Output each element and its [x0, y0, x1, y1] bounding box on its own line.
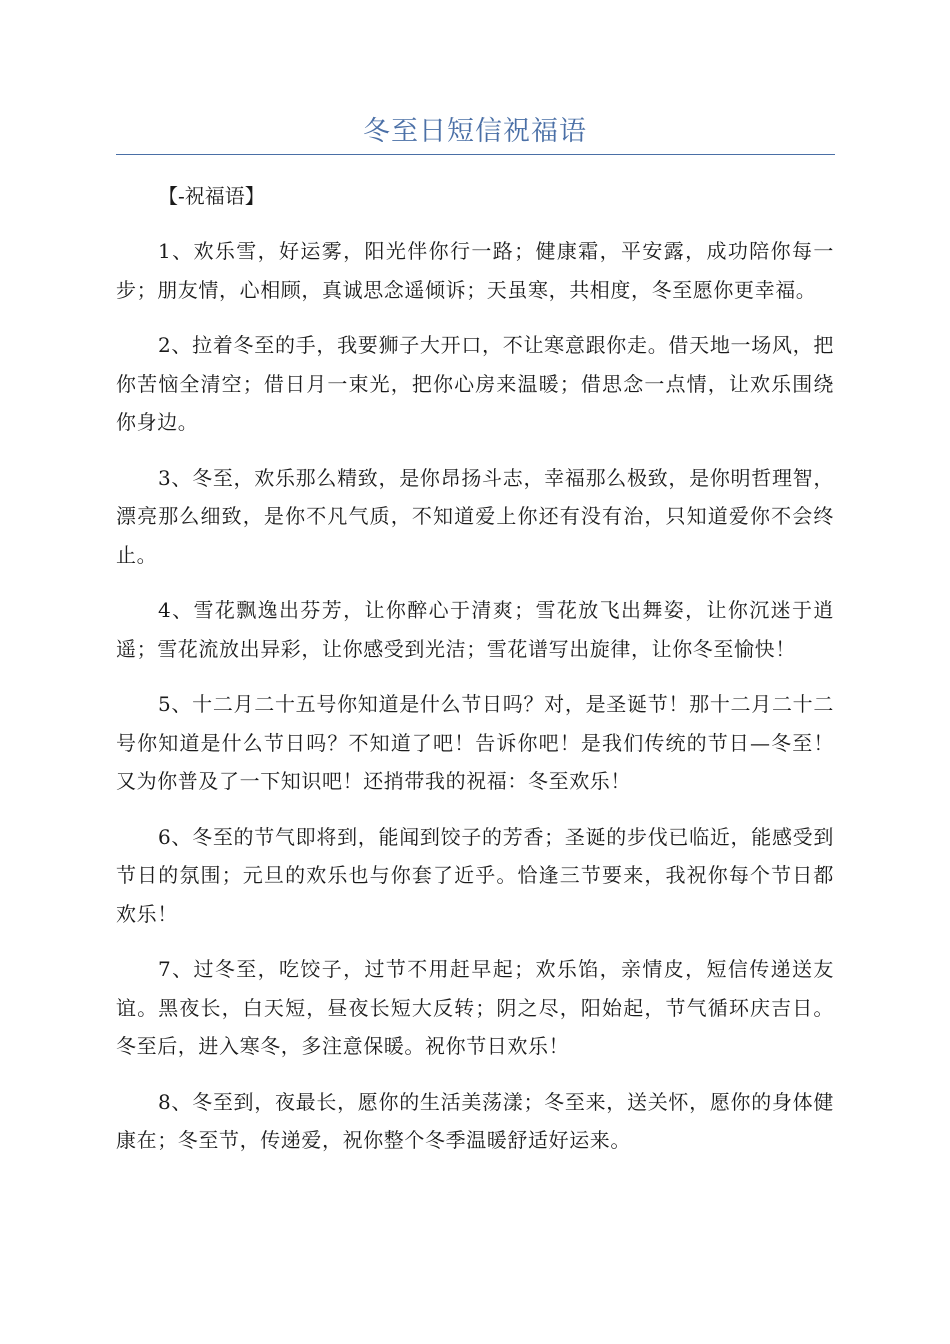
paragraph-7: 7、过冬至，吃饺子，过节不用赶早起；欢乐馅，亲情皮，短信传递送友谊。黑夜长，白天短，昼夜长短大反转；阴之尽，阳始起，节气循环庆吉日。冬至后，进入寒冬，多注意保暖。祝你节日欢乐！ — [116, 957, 834, 1058]
category-tag: 【-祝福语】 — [158, 184, 265, 208]
paragraph-4: 4、雪花飘逸出芬芳，让你醉心于清爽；雪花放飞出舞姿，让你沉迷于逍遥；雪花流放出异彩，让你感受到光洁；雪花谱写出旋律，让你冬至愉快！ — [116, 598, 834, 661]
document-body — [116, 177, 834, 1177]
paragraph-8: 8、冬至到，夜最长，愿你的生活美荡漾；冬至来，送关怀，愿你的身体健康在；冬至节，传递爱，祝你整个冬季温暖舒适好运来。 — [116, 1089, 834, 1152]
paragraph-2: 2、拉着冬至的手，我要狮子大开口，不让寒意跟你走。借天地一场风，把你苦恼全清空；借日月一束光，把你心房来温暖；借思念一点情，让欢乐围绕你身边。 — [116, 333, 834, 434]
paragraph-3: 3、冬至，欢乐那么精致，是你昂扬斗志，幸福那么极致，是你明哲理智，漂亮那么细致，是你不凡气质，不知道爱上你还有没有治，只知道爱你不会终止。 — [116, 465, 834, 567]
title-underline — [116, 154, 835, 155]
paragraph-5: 5、十二月二十五号你知道是什么节日吗？对，是圣诞节！那十二月二十二号你知道是什么节日吗？不知道了吧！告诉你吧！是我们传统的节日—冬至！又为你普及了一下知识吧！还捎带我的祝福：冬至欢乐！ — [116, 692, 834, 793]
paragraph-6: 6、冬至的节气即将到，能闻到饺子的芳香；圣诞的步伐已临近，能感受到节日的氛围；元旦的欢乐也与你套了近乎。恰逢三节要来，我祝你每个节日都欢乐！ — [116, 824, 834, 926]
page-title: 冬至日短信祝福语 — [363, 116, 587, 147]
paragraph-1: 1、欢乐雪，好运雾，阳光伴你行一路；健康霜，平安露，成功陪你每一步；朋友情，心相顾，真诚思念遥倾诉；天虽寒，共相度，冬至愿你更幸福。 — [116, 239, 834, 302]
